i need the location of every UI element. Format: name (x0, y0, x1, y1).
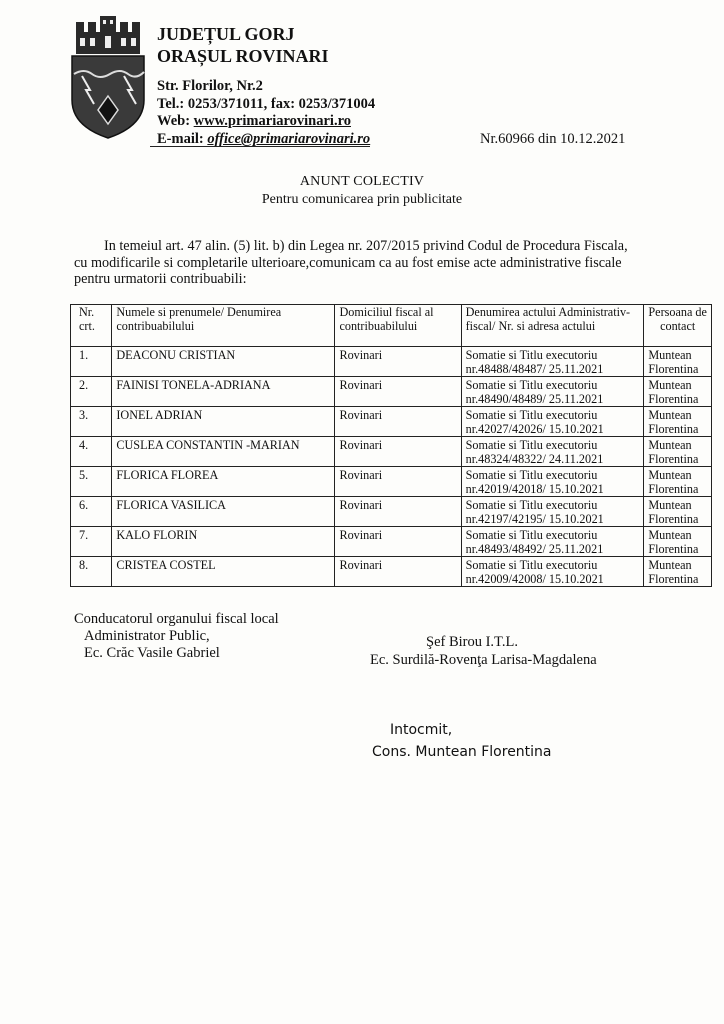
row-nr: 3. (71, 407, 112, 437)
row-act-name: Somatie si Titlu executoriu (465, 558, 598, 572)
table-row (71, 377, 712, 407)
prepared-by: Cons. Muntean Florentina (372, 744, 552, 760)
coat-of-arms-icon (68, 14, 148, 140)
row-domicile: Rovinari (335, 467, 461, 497)
row-contact: Muntean Florentina (644, 377, 712, 407)
town-name: ORAȘUL ROVINARI (157, 46, 329, 66)
table-row (71, 497, 712, 527)
row-contact: Muntean Florentina (644, 497, 712, 527)
phone-line: Tel.: 0253/371011, fax: 0253/371004 (157, 96, 376, 112)
row-name: FLORICA FLOREA (112, 467, 335, 497)
row-contact: Muntean Florentina (644, 527, 712, 557)
table-row (71, 557, 712, 587)
row-nr: 6. (71, 497, 112, 527)
row-domicile: Rovinari (335, 347, 461, 377)
row-act-name: Somatie si Titlu executoriu (465, 528, 598, 542)
row-act-name: Somatie si Titlu executoriu (465, 348, 598, 362)
row-act (461, 437, 644, 467)
row-contact: Muntean Florentina (644, 467, 712, 497)
row-act-name: Somatie si Titlu executoriu (465, 438, 598, 452)
row-act-name: Somatie si Titlu executoriu (465, 498, 598, 512)
row-act-ref: nr.42197/42195/ 15.10.2021 (465, 511, 604, 526)
right-signatory-title: Şef Birou I.T.L. (426, 634, 518, 650)
row-act (461, 467, 644, 497)
row-act-ref: nr.42009/42008/ 15.10.2021 (465, 571, 604, 586)
table-header-row (71, 305, 712, 347)
web-label: Web: (157, 113, 191, 129)
row-act (461, 407, 644, 437)
table-row (71, 527, 712, 557)
row-contact: Muntean Florentina (644, 437, 712, 467)
row-act (461, 557, 644, 587)
address-line: Str. Florilor, Nr.2 (157, 78, 263, 94)
row-name: DEACONU CRISTIAN (112, 347, 335, 377)
right-signatory-name: Ec. Surdilă-Rovenţa Larisa-Magdalena (370, 652, 597, 668)
row-act-ref: nr.48493/48492/ 25.11.2021 (465, 541, 604, 556)
row-act-name: Somatie si Titlu executoriu (465, 408, 598, 422)
left-signatory-title: Conducatorul organului fiscal local (74, 611, 279, 627)
document-number: Nr.60966 din 10.12.2021 (480, 131, 626, 147)
row-domicile: Rovinari (335, 557, 461, 587)
county-name: JUDEȚUL GORJ (157, 24, 295, 44)
row-act (461, 527, 644, 557)
header-divider (150, 146, 370, 147)
email-label: E-mail: (157, 131, 204, 147)
row-domicile: Rovinari (335, 527, 461, 557)
table-row (71, 467, 712, 497)
row-name: IONEL ADRIAN (112, 407, 335, 437)
row-act-name: Somatie si Titlu executoriu (465, 378, 598, 392)
row-contact: Muntean Florentina (644, 347, 712, 377)
header-nr: Nr. crt. (71, 305, 112, 347)
document-subtitle: Pentru comunicarea prin publicitate (261, 192, 463, 207)
email-link[interactable]: office@primariarovinari.ro (207, 131, 371, 147)
table-row (71, 437, 712, 467)
row-domicile: Rovinari (335, 497, 461, 527)
header-act: Denumirea actului Administrativ-fiscal/ Nr. si adresa actului (461, 305, 644, 347)
left-signatory-name: Ec. Crăc Vasile Gabriel (84, 645, 220, 661)
row-contact: Muntean Florentina (644, 557, 712, 587)
row-domicile: Rovinari (335, 407, 461, 437)
row-act-name: Somatie si Titlu executoriu (465, 468, 598, 482)
web-link[interactable]: www.primariarovinari.ro (193, 113, 351, 129)
header-contact: Persoana de contact (644, 305, 712, 347)
row-act (461, 377, 644, 407)
header-domicile: Domiciliul fiscal al contribuabilului (335, 305, 461, 347)
row-contact: Muntean Florentina (644, 407, 712, 437)
row-nr: 7. (71, 527, 112, 557)
row-act-ref: nr.48324/48322/ 24.11.2021 (465, 451, 604, 466)
intro-line: pentru urmatorii contribuabili: (74, 271, 247, 287)
document-title: ANUNT COLECTIV (299, 174, 425, 189)
intro-line: In temeiul art. 47 alin. (5) lit. b) din Legea nr. 207/2015 privind Codul de Procedura Fiscala, (104, 238, 628, 254)
table-row (71, 347, 712, 377)
row-act-ref: nr.48488/48487/ 25.11.2021 (465, 361, 604, 376)
row-domicile: Rovinari (335, 377, 461, 407)
contributors-table (70, 304, 712, 587)
row-name: CRISTEA COSTEL (112, 557, 335, 587)
row-name: FLORICA VASILICA (112, 497, 335, 527)
intro-paragraph (74, 238, 664, 288)
row-act-ref: nr.48490/48489/ 25.11.2021 (465, 391, 604, 406)
row-act (461, 497, 644, 527)
left-signatory-role: Administrator Public, (84, 628, 210, 644)
row-nr: 1. (71, 347, 112, 377)
row-nr: 4. (71, 437, 112, 467)
row-act-ref: nr.42019/42018/ 15.10.2021 (465, 481, 604, 496)
row-nr: 2. (71, 377, 112, 407)
row-name: FAINISI TONELA-ADRIANA (112, 377, 335, 407)
row-nr: 5. (71, 467, 112, 497)
intro-line: cu modificarile si completarile ulterioare,comunicam ca au fost emise acte administrative fiscale (74, 254, 622, 271)
table-row (71, 407, 712, 437)
prepared-label: Intocmit, (390, 722, 453, 738)
row-act (461, 347, 644, 377)
header-name: Numele si prenumele/ Denumirea contribuabilului (112, 305, 335, 347)
web-line (157, 113, 351, 130)
row-name: KALO FLORIN (112, 527, 335, 557)
row-domicile: Rovinari (335, 437, 461, 467)
row-name: CUSLEA CONSTANTIN -MARIAN (112, 437, 335, 467)
row-act-ref: nr.42027/42026/ 15.10.2021 (465, 421, 604, 436)
row-nr: 8. (71, 557, 112, 587)
